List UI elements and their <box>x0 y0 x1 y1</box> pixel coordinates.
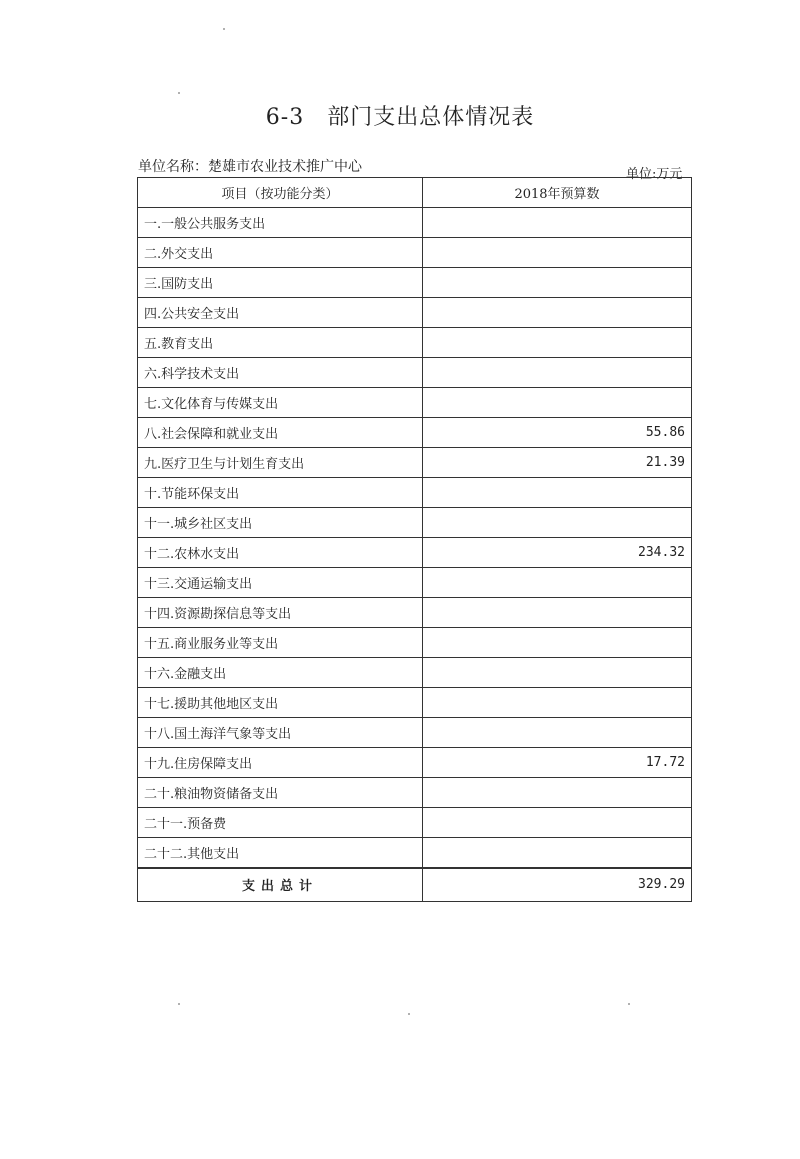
row-item: 十二.农林水支出 <box>138 538 423 568</box>
row-amount: 234.32 <box>423 538 692 568</box>
row-item: 十七.援助其他地区支出 <box>138 688 423 718</box>
header-amount: 2018年预算数 <box>423 178 692 208</box>
row-amount <box>423 358 692 388</box>
table-row <box>138 388 692 418</box>
row-amount <box>423 208 692 238</box>
row-amount <box>423 718 692 748</box>
row-item: 十.节能环保支出 <box>138 478 423 508</box>
table-row <box>138 448 692 478</box>
unit-label: 单位:万元 <box>626 167 683 182</box>
row-amount: 55.86 <box>423 418 692 448</box>
table-row <box>138 328 692 358</box>
row-amount <box>423 328 692 358</box>
row-item: 二十一.预备费 <box>138 808 423 838</box>
table-row <box>138 718 692 748</box>
row-item: 一.一般公共服务支出 <box>138 208 423 238</box>
scan-speck <box>178 1003 180 1005</box>
table-row <box>138 538 692 568</box>
table-row <box>138 208 692 238</box>
table-row <box>138 598 692 628</box>
table-row <box>138 568 692 598</box>
row-item: 八.社会保障和就业支出 <box>138 418 423 448</box>
budget-table <box>137 177 692 902</box>
row-item: 七.文化体育与传媒支出 <box>138 388 423 418</box>
row-amount <box>423 658 692 688</box>
row-item: 九.医疗卫生与计划生育支出 <box>138 448 423 478</box>
table-row <box>138 808 692 838</box>
table-row <box>138 628 692 658</box>
scan-speck <box>178 92 180 94</box>
table-row <box>138 358 692 388</box>
row-amount: 17.72 <box>423 748 692 778</box>
row-amount <box>423 808 692 838</box>
scan-speck <box>408 1013 410 1015</box>
header-item: 项目（按功能分类） <box>138 178 423 208</box>
row-amount <box>423 268 692 298</box>
row-amount <box>423 778 692 808</box>
table-row <box>138 778 692 808</box>
table-row <box>138 748 692 778</box>
table-row <box>138 658 692 688</box>
unit-name: 单位名称：楚雄市农业技术推广中心 <box>138 159 362 175</box>
row-item: 十四.资源勘探信息等支出 <box>138 598 423 628</box>
table-row <box>138 478 692 508</box>
row-amount <box>423 838 692 868</box>
row-item: 四.公共安全支出 <box>138 298 423 328</box>
row-amount <box>423 478 692 508</box>
total-row <box>138 868 692 902</box>
row-item: 二十二.其他支出 <box>138 838 423 868</box>
row-item: 十三.交通运输支出 <box>138 568 423 598</box>
row-item: 五.教育支出 <box>138 328 423 358</box>
table-row <box>138 688 692 718</box>
row-amount <box>423 598 692 628</box>
row-amount <box>423 688 692 718</box>
row-item: 十一.城乡社区支出 <box>138 508 423 538</box>
scan-speck <box>223 28 225 30</box>
total-amount: 329.29 <box>423 868 692 902</box>
table-header-row <box>138 178 692 208</box>
row-amount <box>423 388 692 418</box>
page-title: 6-3 部门支出总体情况表 <box>265 105 535 130</box>
row-amount <box>423 298 692 328</box>
row-item: 三.国防支出 <box>138 268 423 298</box>
scan-speck <box>628 1003 630 1005</box>
table-row <box>138 418 692 448</box>
row-amount <box>423 508 692 538</box>
row-item: 六.科学技术支出 <box>138 358 423 388</box>
row-amount <box>423 568 692 598</box>
row-item: 二.外交支出 <box>138 238 423 268</box>
table-row <box>138 238 692 268</box>
row-item: 二十.粮油物资储备支出 <box>138 778 423 808</box>
total-label: 支出总计 <box>138 868 423 902</box>
table-row <box>138 838 692 868</box>
row-item: 十九.住房保障支出 <box>138 748 423 778</box>
table-row <box>138 268 692 298</box>
row-amount <box>423 238 692 268</box>
row-amount <box>423 628 692 658</box>
row-item: 十六.金融支出 <box>138 658 423 688</box>
table-row <box>138 298 692 328</box>
table-row <box>138 508 692 538</box>
row-item: 十五.商业服务业等支出 <box>138 628 423 658</box>
row-item: 十八.国土海洋气象等支出 <box>138 718 423 748</box>
row-amount: 21.39 <box>423 448 692 478</box>
